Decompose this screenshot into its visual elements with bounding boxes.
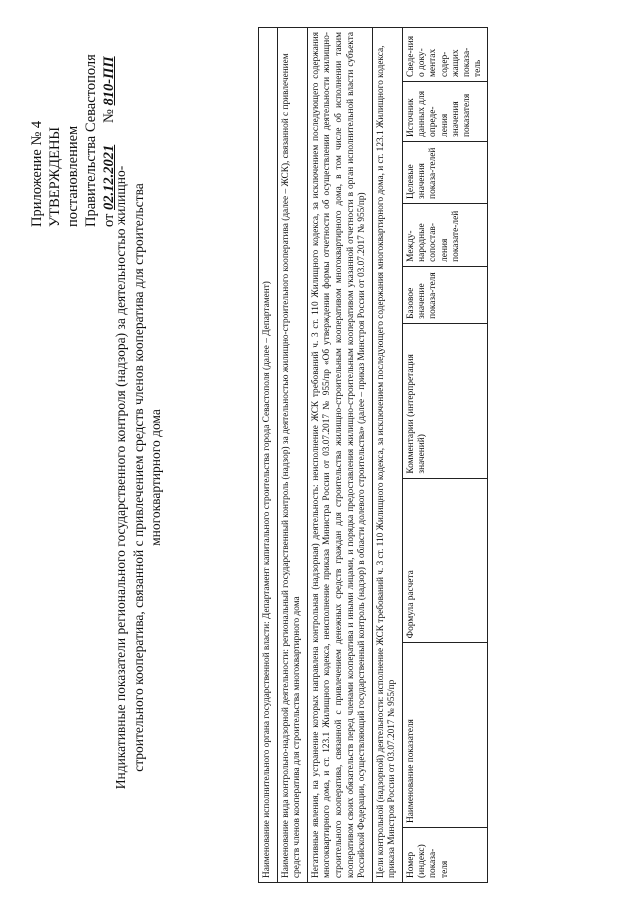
government-name: Правительства Севастополя <box>83 54 99 227</box>
handwritten-date: 02.12.2021 <box>101 144 117 210</box>
col-documents-header: Сведе-ния о доку-ментах содер-жащих показа-тель <box>402 28 487 82</box>
appendix-number: Приложение № 4 <box>29 120 45 227</box>
date-prefix: от <box>101 213 117 227</box>
col-index-header: Номер (индекс) показа-теля <box>402 828 487 883</box>
resolution-label: постановлением <box>65 125 81 227</box>
col-comments-header: Комментарии (интерпретация значений) <box>402 323 487 478</box>
negative-phenomena-row: Негативные явления, на устранение которых направлена контрольная (надзорная) деятельность: неисполнение ЖСК требований ч. 3 ст. 110 Жилищного кодекса, за исключением последующего содержания многоквартирного дома, и ст. 123.1 Жилищного кодекса, неисполнение приказа Министра России от 03.07.2017 № 955/пр «Об утверждении формы отчетности об осуществлении деятельности жилищно-строительного кооператива, связанной с привлечением денежных средств граждан для строительства жилищно-строительным кооперативом многоквартирного дома, в том числе об исполнении таким кооперативом своих обязательств перед членами кооператива и иными лицами, и порядка предоставления жилищно-строительным кооперативом указанной отчетности в орган исполнительной власти субъекта Российской Федерации, осуществляющий государственный контроль (надзор) в области долевого строительства» (далее – приказ Минстроя России от 03.07.2017 № 955/пр) <box>307 28 372 883</box>
column-header-row <box>402 28 487 883</box>
handwritten-number: 810-ПП <box>101 56 117 106</box>
number-prefix: № <box>101 109 117 123</box>
control-type-row: Наименование вида контрольно-надзорной деятельности: региональный государственный контроль (надзор) за деятельностью жилищно-строительного кооператива (далее – ЖСК), связанной с привлечением средств членов кооператива для строительства многоквартирного дома <box>277 28 307 883</box>
approved-label: УТВЕРЖДЕНЫ <box>47 126 63 227</box>
document-title: Индикативные показатели регионального государственного контроля (надзора) за деятельностью жилищно-строительного кооператива, связанной с привлечением средств членов кооператива для строительства многоквартирного дома <box>113 165 163 790</box>
col-formula-header: Формула расчета <box>402 478 487 643</box>
executive-body-row: Наименование исполнительного органа государственной власти: Департамент капитального строительства города Севастополя (далее – Департамент) <box>259 28 278 883</box>
col-name-header: Наименование показателя <box>402 643 487 828</box>
col-international-header: Между-народные сопостав-ления показате-лей <box>402 203 487 266</box>
control-goals-row: Цели контрольной (надзорной) деятельности: исполнение ЖСК требований ч. 3 ст. 110 Жилищного кодекса, за исключением последующего содержания многоквартирного дома, и ст. 123.1 Жилищного кодекса, приказа Минстроя России от 03.07.2017 № 955/пр <box>372 28 402 883</box>
col-source-header: Источник данных для опреде-ления значения показателя <box>402 82 487 142</box>
indicators-table <box>258 27 488 883</box>
col-base-value-header: Базовое значение показа-теля <box>402 266 487 323</box>
approval-block <box>28 27 118 227</box>
col-target-header: Целевые значения показа-телей <box>402 141 487 203</box>
